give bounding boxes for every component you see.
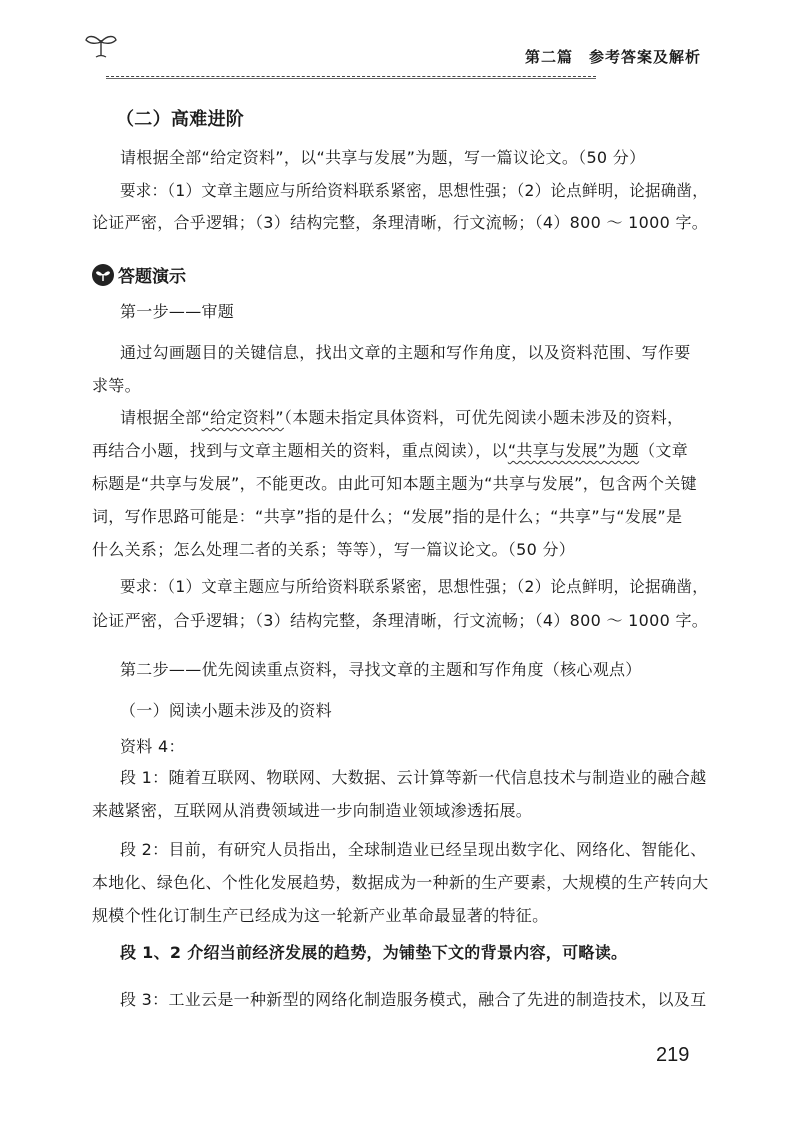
paragraph-1-line-2: 来越紧密，互联网从消费领域进一步向制造业领域渗透拓展。 — [92, 801, 533, 820]
annotation-fragment: （文章 — [639, 441, 689, 460]
step1-requirements-line-2: 论证严密，合乎逻辑；（3）结构完整，条理清晰，行文流畅；（4）800 ～ 1000 字。 — [92, 611, 709, 630]
step1-paragraph-1-line-1: 通过勾画题目的关键信息，找出文章的主题和写作角度，以及资料范围、写作要 — [120, 343, 691, 362]
analysis-note: 段 1、2 介绍当前经济发展的趋势，为铺垫下文的背景内容，可略读。 — [120, 943, 628, 962]
step1-requirements-line-1: 要求：（1）文章主题应与所给资料联系紧密，思想性强；（2）论点鲜明，论据确凿， — [120, 577, 709, 596]
header-divider — [106, 76, 596, 77]
paragraph-2-line-2: 本地化、绿色化、个性化发展趋势，数据成为一种新的生产要素，大规模的生产转向大 — [92, 873, 709, 892]
task-requirements-line-2: 论证严密，合乎逻辑；（3）结构完整，条理清晰，行文流畅；（4）800 ～ 1000 字。 — [92, 213, 709, 232]
step1-paragraph-2-line-4: 词，写作思路可能是：“共享”指的是什么；“发展”指的是什么；“共享”与“发展”是 — [92, 507, 683, 526]
step1-paragraph-2-line-2 — [92, 441, 688, 461]
highlighted-phrase: “共享与发展” — [507, 441, 607, 460]
step1-paragraph-2-line-3: 标题是“共享与发展”，不能更改。由此可知本题主题为“共享与发展”，包含两个关键 — [92, 474, 697, 493]
paragraph-1-line-1: 段 1：随着互联网、物联网、大数据、云计算等新一代信息技术与制造业的融合越 — [120, 768, 707, 787]
demo-heading — [92, 262, 186, 288]
running-title-section: 参考答案及解析 — [589, 48, 702, 66]
material-label: 资料 4： — [120, 737, 185, 756]
sprout-icon — [84, 30, 118, 60]
running-title-part: 第二篇 — [525, 48, 574, 66]
paragraph-2-line-1: 段 2：目前，有研究人员指出，全球制造业已经呈现出数字化、网络化、智能化、 — [120, 840, 707, 859]
running-title — [525, 46, 701, 67]
page-number: 219 — [656, 1044, 690, 1066]
highlighted-phrase: “给定资料” — [201, 408, 284, 427]
step1-paragraph-1-line-2: 求等。 — [92, 376, 141, 395]
subsection-heading: （一）阅读小题未涉及的资料 — [120, 701, 332, 720]
annotation-fragment: （本题未指定具体资料，可优先阅读小题未涉及的资料， — [283, 408, 684, 427]
step1-title: 第一步——审题 — [120, 302, 235, 321]
header-divider-solid — [106, 78, 596, 79]
leaf-badge-icon — [92, 264, 114, 286]
step2-title: 第二步——优先阅读重点资料，寻找文章的主题和写作角度（核心观点） — [120, 660, 642, 679]
section-heading: （二）高难进阶 — [116, 109, 245, 130]
highlighted-phrase: 为题 — [606, 441, 640, 460]
task-requirements-line-1: 要求：（1）文章主题应与所给资料联系紧密，思想性强；（2）论点鲜明，论据确凿， — [120, 181, 709, 200]
step1-paragraph-2-line-1 — [120, 408, 683, 428]
annotation-fragment: 再结合小题，找到与文章主题相关的资料，重点阅读），以 — [92, 441, 508, 460]
task-prompt: 请根据全部“给定资料”，以“共享与发展”为题，写一篇议论文。（50 分） — [120, 148, 646, 167]
prompt-fragment: 请根据全部 — [120, 408, 202, 427]
step1-paragraph-2-line-5: 什么关系；怎么处理二者的关系；等等），写一篇议论文。（50 分） — [92, 540, 576, 559]
paragraph-2-line-3: 规模个性化订制生产已经成为这一轮新产业革命最显著的特征。 — [92, 906, 549, 925]
demo-heading-text: 答题演示 — [118, 267, 186, 287]
paragraph-3-line-1: 段 3：工业云是一种新型的网络化制造服务模式，融合了先进的制造技术，以及互 — [120, 990, 707, 1009]
